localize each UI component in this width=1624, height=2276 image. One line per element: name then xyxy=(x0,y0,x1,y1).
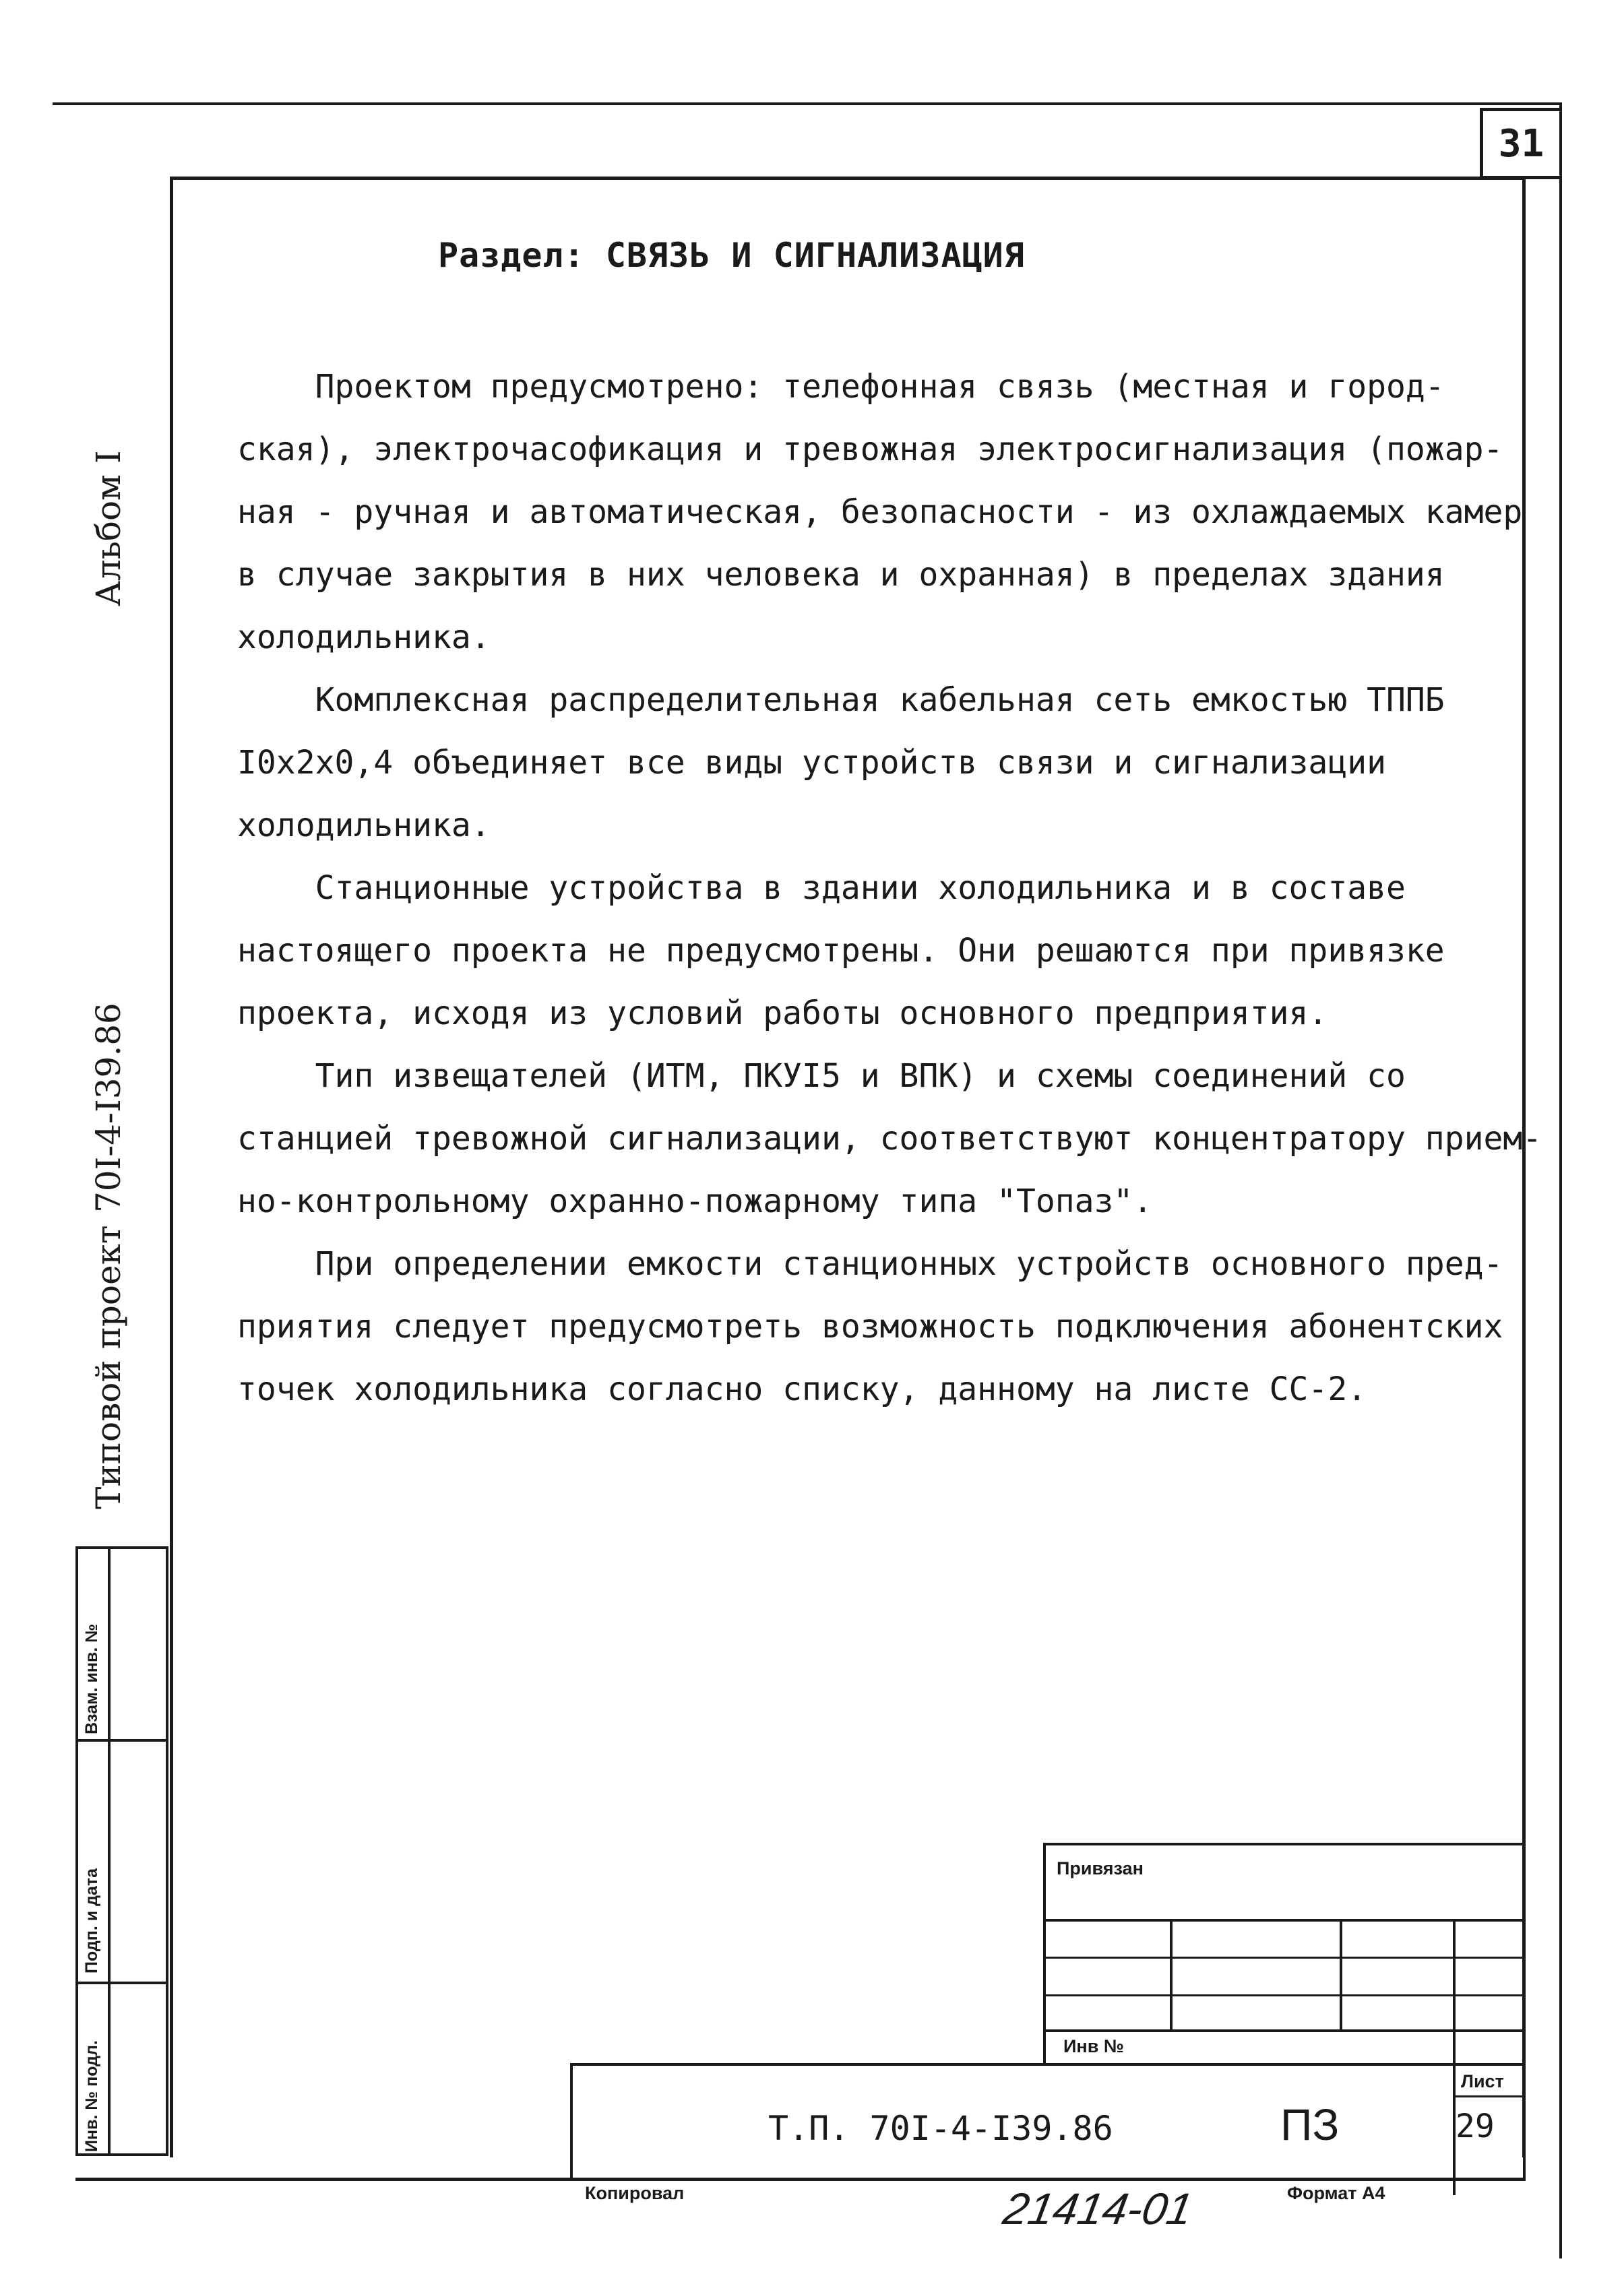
paragraph-5 xyxy=(237,1233,1504,1421)
sheet-label: Лист xyxy=(1461,2071,1504,2091)
section-title: Раздел: СВЯЗЬ И СИГНАЛИЗАЦИЯ xyxy=(438,236,1025,275)
tb-line xyxy=(1523,1819,1526,2180)
paragraph-line: Комплексная распределительная кабельная сеть емкостью ТППБ xyxy=(237,681,1445,719)
doc-mark: ПЗ xyxy=(1280,2099,1340,2149)
paragraph-line: в случае закрытия в них человека и охранная) в пределах здания xyxy=(237,556,1445,594)
stamp-inv-original: Инв. № подл. xyxy=(82,2040,101,2152)
paragraph-line: проекта, исходя из условий работы основного предприятия. xyxy=(237,994,1328,1032)
paragraph-line: ская), электрочасофикация и тревожная электросигнализация (пожар- xyxy=(237,431,1503,468)
paragraph-1 xyxy=(237,356,1523,669)
bound-label: Привязан xyxy=(1057,1858,1144,1878)
project-label: Типовой проект xyxy=(89,1225,128,1509)
tb-line xyxy=(1340,1919,1342,2029)
project-code: 70I-4-I39.86 xyxy=(89,1003,128,1213)
album-label: Альбом I xyxy=(89,450,128,606)
paragraph-4 xyxy=(237,1045,1542,1233)
format-label: Формат А4 xyxy=(1287,2183,1385,2203)
paragraph-line: точек холодильника согласно списку, данному на листе СС-2. xyxy=(237,1370,1367,1408)
tb-line xyxy=(1170,1919,1173,2029)
paragraph-3 xyxy=(237,857,1504,1045)
right-rule xyxy=(1559,102,1562,2258)
paragraph-line: ная - ручная и автоматическая, безопасности - из охлаждаемых камер xyxy=(237,493,1523,531)
handwritten-number: 21414-01 xyxy=(999,2184,1197,2234)
paragraph-2 xyxy=(237,669,1504,857)
paragraph-line: настоящего проекта не предусмотрены. Они решаются при привязке xyxy=(237,932,1445,970)
paragraph-line: Проектом предусмотрено: телефонная связь (местная и город- xyxy=(237,368,1445,406)
copied-label: Копировал xyxy=(585,2183,685,2203)
doc-code: Т.П. 70I-4-I39.86 xyxy=(768,2109,1113,2148)
tb-line xyxy=(1453,2095,1526,2097)
paragraph-line: приятия следует предусмотреть возможность подключения абонентских xyxy=(237,1308,1503,1346)
tb-line xyxy=(1453,1919,1456,2195)
paragraph-line: но-контрольному охранно-пожарному типа "Топаз". xyxy=(237,1182,1153,1220)
paragraph-line: холодильника. xyxy=(237,807,491,844)
stamp-signature-date: Подп. и дата xyxy=(82,1868,101,1973)
paragraph-line: станцией тревожной сигнализации, соответствуют концентратору прием- xyxy=(237,1120,1542,1158)
tb-line xyxy=(1043,1843,1526,1845)
tb-line xyxy=(570,2063,573,2180)
stamp-inv-replacement: Взам. инв. № xyxy=(82,1623,101,1734)
paragraph-line: Станционные устройства в здании холодильника и в составе xyxy=(237,869,1406,907)
page-number: 31 xyxy=(1480,108,1559,179)
sheet-number: 29 xyxy=(1456,2108,1495,2145)
paragraph-line: холодильника. xyxy=(237,619,491,656)
paragraph-line: I0x2x0,4 объединяет все виды устройств связи и сигнализации xyxy=(237,744,1387,782)
left-stamp xyxy=(75,1546,168,2156)
tb-line xyxy=(570,2063,1526,2066)
paragraph-line: При определении емкости станционных устройств основного пред- xyxy=(237,1245,1503,1283)
top-rule xyxy=(53,102,1562,105)
paragraph-line: Тип извещателей (ИТМ, ПКУI5 и ВПК) и схемы соединений со xyxy=(237,1057,1406,1095)
bottom-line xyxy=(75,2178,1526,2181)
inv-no-label: Инв № xyxy=(1063,2036,1124,2056)
